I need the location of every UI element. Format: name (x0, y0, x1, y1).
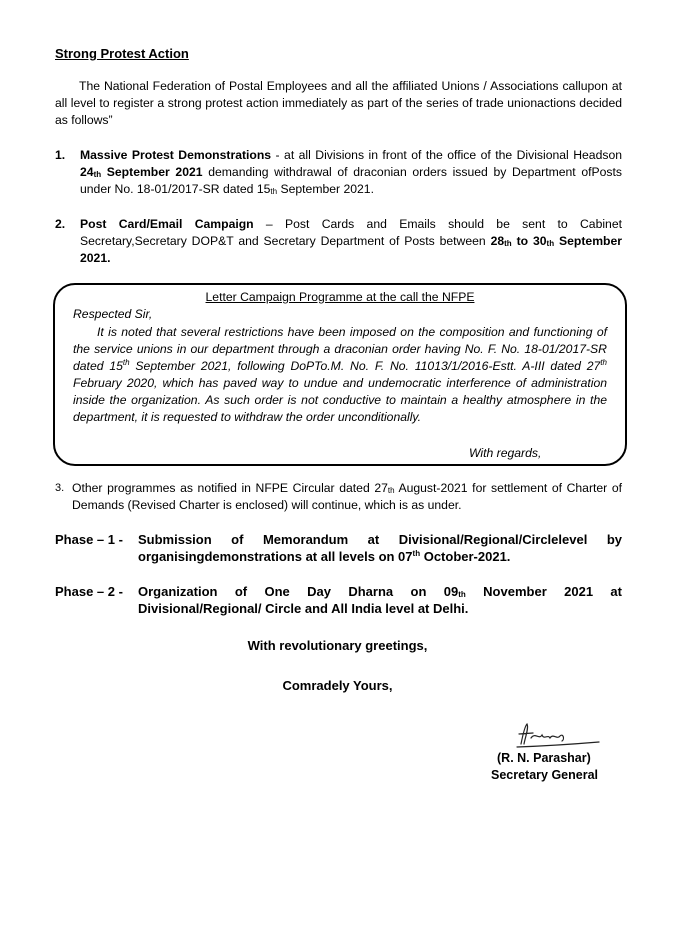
handwritten-signature (515, 720, 605, 752)
date-suffix: th (546, 239, 555, 248)
document-heading: Strong Protest Action (55, 46, 189, 61)
phase-label: Phase – 2 - (55, 584, 123, 599)
date-connector: to (511, 234, 533, 248)
item-number: 1. (55, 148, 66, 162)
phase-text-part: October-2021. (420, 549, 511, 564)
item-title: Massive Protest Demonstrations (80, 148, 272, 162)
phase-1 (55, 531, 622, 565)
item-body (72, 480, 622, 514)
date-day: 24 (80, 165, 94, 179)
item-number: 2. (55, 217, 66, 231)
letter-text: September 2021, following DoPTo.M. No. F. No. 11013/1/2016-Estt. A-III dated 27 (129, 359, 601, 373)
letter-text: It is noted that several restrictions have been imposed on the composition and functioning of the service unions in our department through a draconian order having No. F. No. 18-01/2017-SR dated 15 (73, 325, 607, 373)
phase-text (138, 583, 622, 617)
phase-text-part: Submission of Memorandum at Divisional/Regional/Circlelevel by organisingdemonstrations at all levels on 07 (138, 532, 622, 564)
date-suffix: th (270, 187, 278, 196)
item-body (80, 147, 622, 198)
date-day: 28 (490, 234, 505, 248)
phase-text-part: Organization of One Day Dharna on 09 (138, 584, 459, 599)
item-date (80, 165, 203, 179)
item-text: - at all Divisions in front of the office of the Divisional Headson (271, 148, 622, 162)
intro-paragraph: The National Federation of Postal Employees and all the affiliated Unions / Associations callupon at all level to register a strong protest action immediately as part of the series of trade unionactions decided as follows” (55, 79, 622, 127)
letter-body (73, 324, 607, 426)
signatory-title: Secretary General (491, 768, 599, 782)
date-rest: September 2021. (80, 234, 622, 265)
item-text: September 2021. (277, 182, 374, 196)
letter-text: February 2020, which has paved way to undue and undemocratic interference of administration inside the organization. As such order is not conductive to maintain a healthy atmosphere in the department, it is requested to withdraw the order unconditionally. (73, 376, 607, 424)
date-suffix: th (600, 358, 607, 367)
letter-box-title: Letter Campaign Programme at the call the NFPE (205, 290, 475, 304)
list-item-1 (55, 147, 622, 198)
phase-label: Phase – 1 - (55, 532, 123, 547)
phase-text-part: November 2021 at Divisional/Regional/ Circle and All India level at Delhi. (138, 584, 622, 616)
date-suffix: th (387, 486, 395, 495)
letter-campaign-box (53, 283, 627, 466)
letter-greeting: Respected Sir, (73, 307, 153, 321)
date-rest: September 2021 (101, 165, 203, 179)
list-item-3 (55, 480, 622, 514)
letter-closing: With regards, (469, 446, 542, 460)
date-suffix: th (412, 549, 421, 558)
signatory-name: (R. N. Parashar) (497, 751, 591, 765)
item-text: August-2021 for settlement of Charter of Demands (Revised Charter is enclosed) will continue, which is as under. (72, 481, 622, 512)
item-text: – Post Cards and Emails should be sent to Cabinet Secretary,Secretary DOP&T and Secretary Department of Posts between (80, 217, 622, 248)
phase-text (138, 531, 622, 565)
list-item-2 (55, 216, 622, 267)
item-body (80, 216, 622, 267)
date-suffix: th (93, 170, 102, 179)
item-number: 3. (55, 482, 65, 494)
comradely-yours: Comradely Yours, (282, 678, 393, 693)
item-text: demanding withdrawal of draconian orders issued by Department ofPosts under No. 18-01/2017-SR dated 15 (80, 165, 622, 196)
date-suffix: th (458, 590, 466, 599)
date-suffix: th (504, 239, 512, 248)
item-text: Other programmes as notified in NFPE Circular dated 27 (72, 481, 388, 495)
revolutionary-greetings: With revolutionary greetings, (247, 638, 428, 653)
phase-2 (55, 583, 622, 617)
item-title: Post Card/Email Campaign (80, 217, 254, 231)
date-day: 30 (532, 234, 547, 248)
date-suffix: th (122, 358, 130, 367)
